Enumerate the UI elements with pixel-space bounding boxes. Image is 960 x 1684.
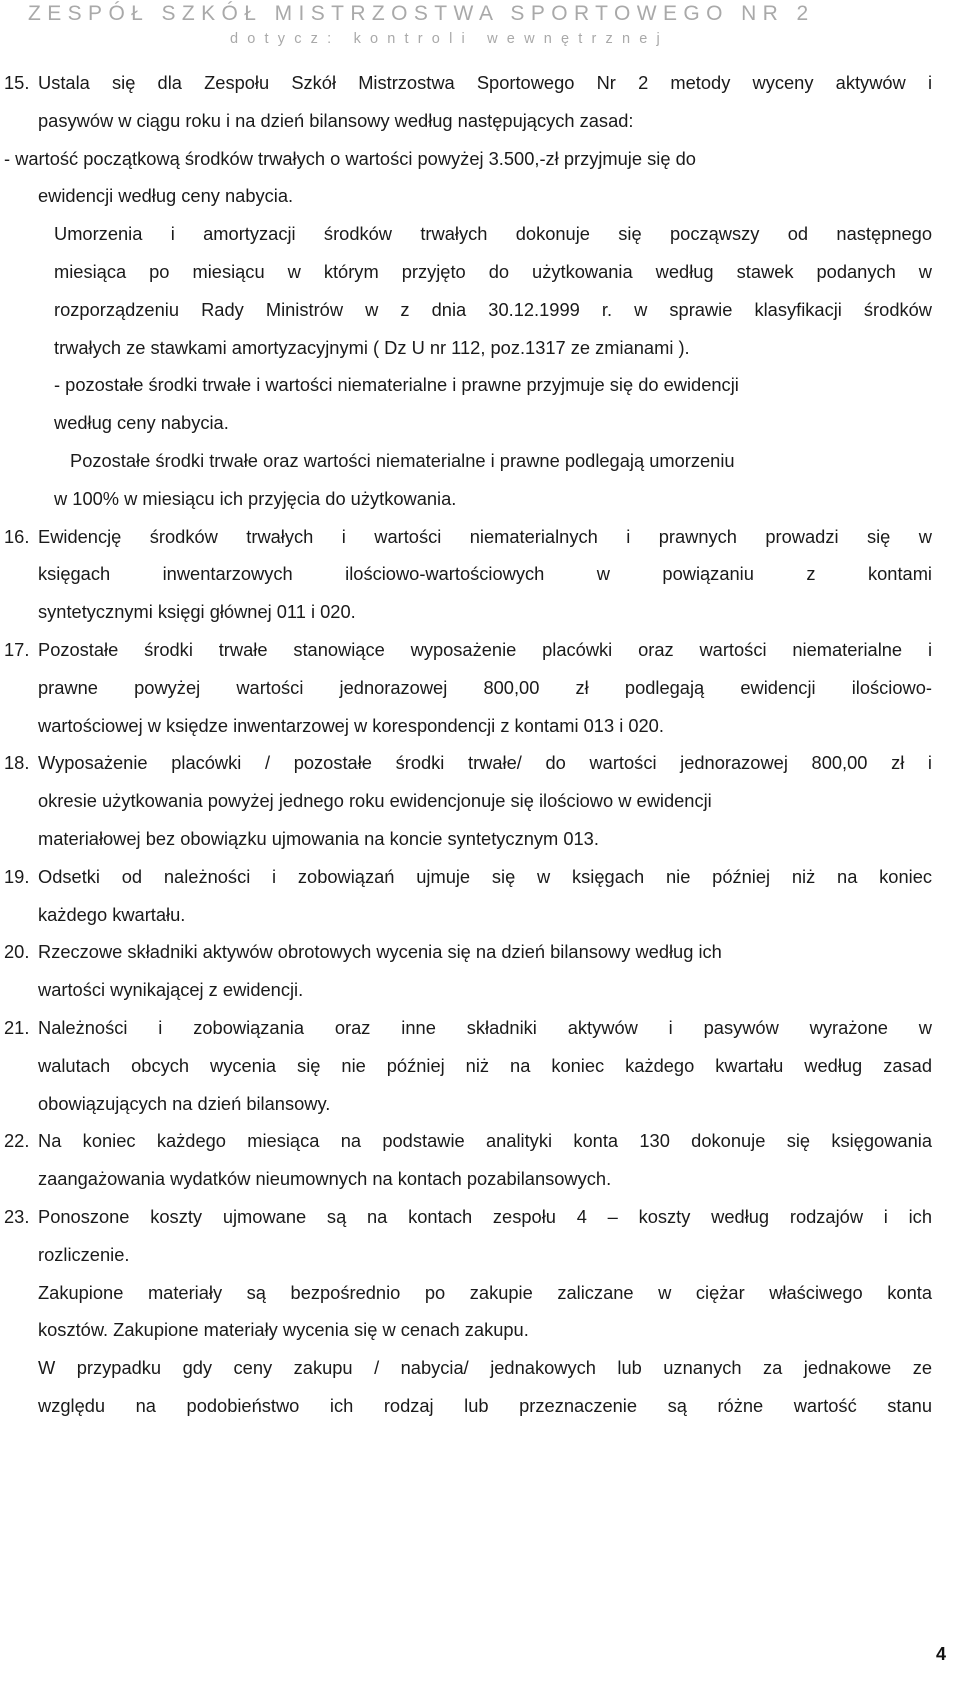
paragraph-number: 17. xyxy=(4,638,30,660)
paragraph-text xyxy=(38,631,932,744)
text-line: Ewidencję środków trwałych i wartości niematerialnych i prawnych prowadzi się w xyxy=(38,525,932,547)
page-number: 4 xyxy=(936,1644,947,1664)
paragraph-text xyxy=(38,518,932,631)
paragraph-18 xyxy=(4,744,932,857)
document-body xyxy=(4,64,932,1425)
text-line: kosztów. Zakupione materiały wycenia się w cenach zakupu. xyxy=(38,1319,529,1341)
paragraph-22 xyxy=(4,1122,932,1198)
text-line: obowiązujących na dzień bilansowy. xyxy=(38,1092,331,1114)
text-line: W przypadku gdy ceny zakupu / nabycia/ jednakowych lub uznanych za jednakowe ze xyxy=(38,1357,932,1379)
text-line: wartościowej w księdze inwentarzowej w korespondencji z kontami 013 i 020. xyxy=(38,714,664,736)
text-line: ewidencji według ceny nabycia. xyxy=(38,185,294,207)
text-line: względu na podobieństwo ich rodzaj lub przeznaczenie są różne wartość stanu xyxy=(38,1394,932,1416)
paragraph-21 xyxy=(4,1009,932,1122)
text-line: według ceny nabycia. xyxy=(54,412,229,434)
text-line: syntetycznymi księgi głównej 011 i 020. xyxy=(38,601,356,623)
paragraph-15 xyxy=(4,64,932,518)
paragraph-16 xyxy=(4,518,932,631)
text-line: walutach obcych wycenia się nie później niż na koniec każdego kwartału według zasad xyxy=(38,1054,932,1076)
paragraph-number: 22. xyxy=(4,1130,30,1152)
text-line: wartości wynikającej z ewidencji. xyxy=(38,979,304,1001)
paragraph-text xyxy=(38,1122,932,1198)
paragraph-number: 21. xyxy=(4,1016,30,1038)
text-line: rozporządzeniu Rady Ministrów w z dnia 30.12.1999 r. w sprawie klasyfikacji środków xyxy=(54,298,932,320)
text-line: prawne powyżej wartości jednorazowej 800,00 zł podlegają ewidencji ilościowo- xyxy=(38,676,932,698)
paragraph-number: 23. xyxy=(4,1205,30,1227)
text-line: zaangażowania wydatków nieumownych na kontach pozabilansowych. xyxy=(38,1168,612,1190)
text-line: Pozostałe środki trwałe oraz wartości niematerialne i prawne podlegają umorzeniu xyxy=(70,449,735,471)
text-line: Umorzenia i amortyzacji środków trwałych dokonuje się począwszy od następnego xyxy=(54,223,932,245)
paragraph-number: 15. xyxy=(4,72,30,93)
text-line: Ponoszone koszty ujmowane są na kontach zespołu 4 – koszty według rodzajów i ich xyxy=(38,1205,932,1227)
paragraph-17 xyxy=(4,631,932,744)
page-header xyxy=(0,0,960,60)
text-line: rozliczenie. xyxy=(38,1243,130,1265)
paragraph-23 xyxy=(4,1198,932,1425)
text-line: okresie użytkowania powyżej jednego roku ewidencjonuje się ilościowo w ewidencji xyxy=(38,790,712,812)
text-line: Odsetki od należności i zobowiązań ujmuje się w księgach nie później niż na koniec xyxy=(38,865,932,887)
school-name: ZESPÓŁ SZKÓŁ MISTRZOSTWA SPORTOWEGO NR 2 xyxy=(28,2,815,25)
paragraph-number: 18. xyxy=(4,752,30,774)
text-line: w 100% w miesiącu ich przyjęcia do użytkowania. xyxy=(54,487,457,509)
paragraph-text xyxy=(38,1009,932,1122)
text-line: miesiąca po miesiącu w którym przyjęto do użytkowania według stawek podanych w xyxy=(54,260,932,282)
text-line: - pozostałe środki trwałe i wartości niematerialne i prawne przyjmuje się do ewidencji xyxy=(54,374,739,396)
text-line: Na koniec każdego miesiąca na podstawie analityki konta 130 dokonuje się księgowania xyxy=(38,1130,932,1152)
paragraph-19 xyxy=(4,858,932,934)
text-line: Zakupione materiały są bezpośrednio po zakupie zaliczane w ciężar właściwego konta xyxy=(38,1281,932,1303)
paragraph-20 xyxy=(4,933,932,1009)
text-line: materiałowej bez obowiązku ujmowania na koncie syntetycznym 013. xyxy=(38,827,599,849)
text-line: pasywów w ciągu roku i na dzień bilansowy według następujących zasad: xyxy=(38,109,634,131)
text-line: każdego kwartału. xyxy=(38,903,186,925)
header-subtitle: dotycz: kontroli wewnętrznej xyxy=(230,31,669,47)
text-line: księgach inwentarzowych ilościowo-wartościowych w powiązaniu z kontami xyxy=(38,563,932,585)
text-line: Pozostałe środki trwałe stanowiące wyposażenie placówki oraz wartości niematerialne i xyxy=(38,638,932,660)
paragraph-text xyxy=(38,744,932,857)
paragraph-number: 16. xyxy=(4,525,30,547)
text-line: Ustala się dla Zespołu Szkół Mistrzostwa Sportowego Nr 2 metody wyceny aktywów i xyxy=(38,72,932,93)
paragraph-number: 20. xyxy=(4,941,30,963)
text-line: trwałych ze stawkami amortyzacyjnymi ( Dz U nr 112, poz.1317 ze zmianami ). xyxy=(54,336,690,358)
paragraph-text xyxy=(38,1198,932,1425)
text-line: Należności i zobowiązania oraz inne składniki aktywów i pasywów wyrażone w xyxy=(38,1016,932,1038)
text-line: Wyposażenie placówki / pozostałe środki trwałe/ do wartości jednorazowej 800,00 zł i xyxy=(38,752,932,774)
text-line: Rzeczowe składniki aktywów obrotowych wycenia się na dzień bilansowy według ich xyxy=(38,941,722,963)
paragraph-text xyxy=(38,858,932,934)
paragraph-text xyxy=(38,933,932,1009)
text-line: - wartość początkową środków trwałych o wartości powyżej 3.500,-zł przyjmuje się do xyxy=(4,147,696,169)
paragraph-number: 19. xyxy=(4,865,30,887)
